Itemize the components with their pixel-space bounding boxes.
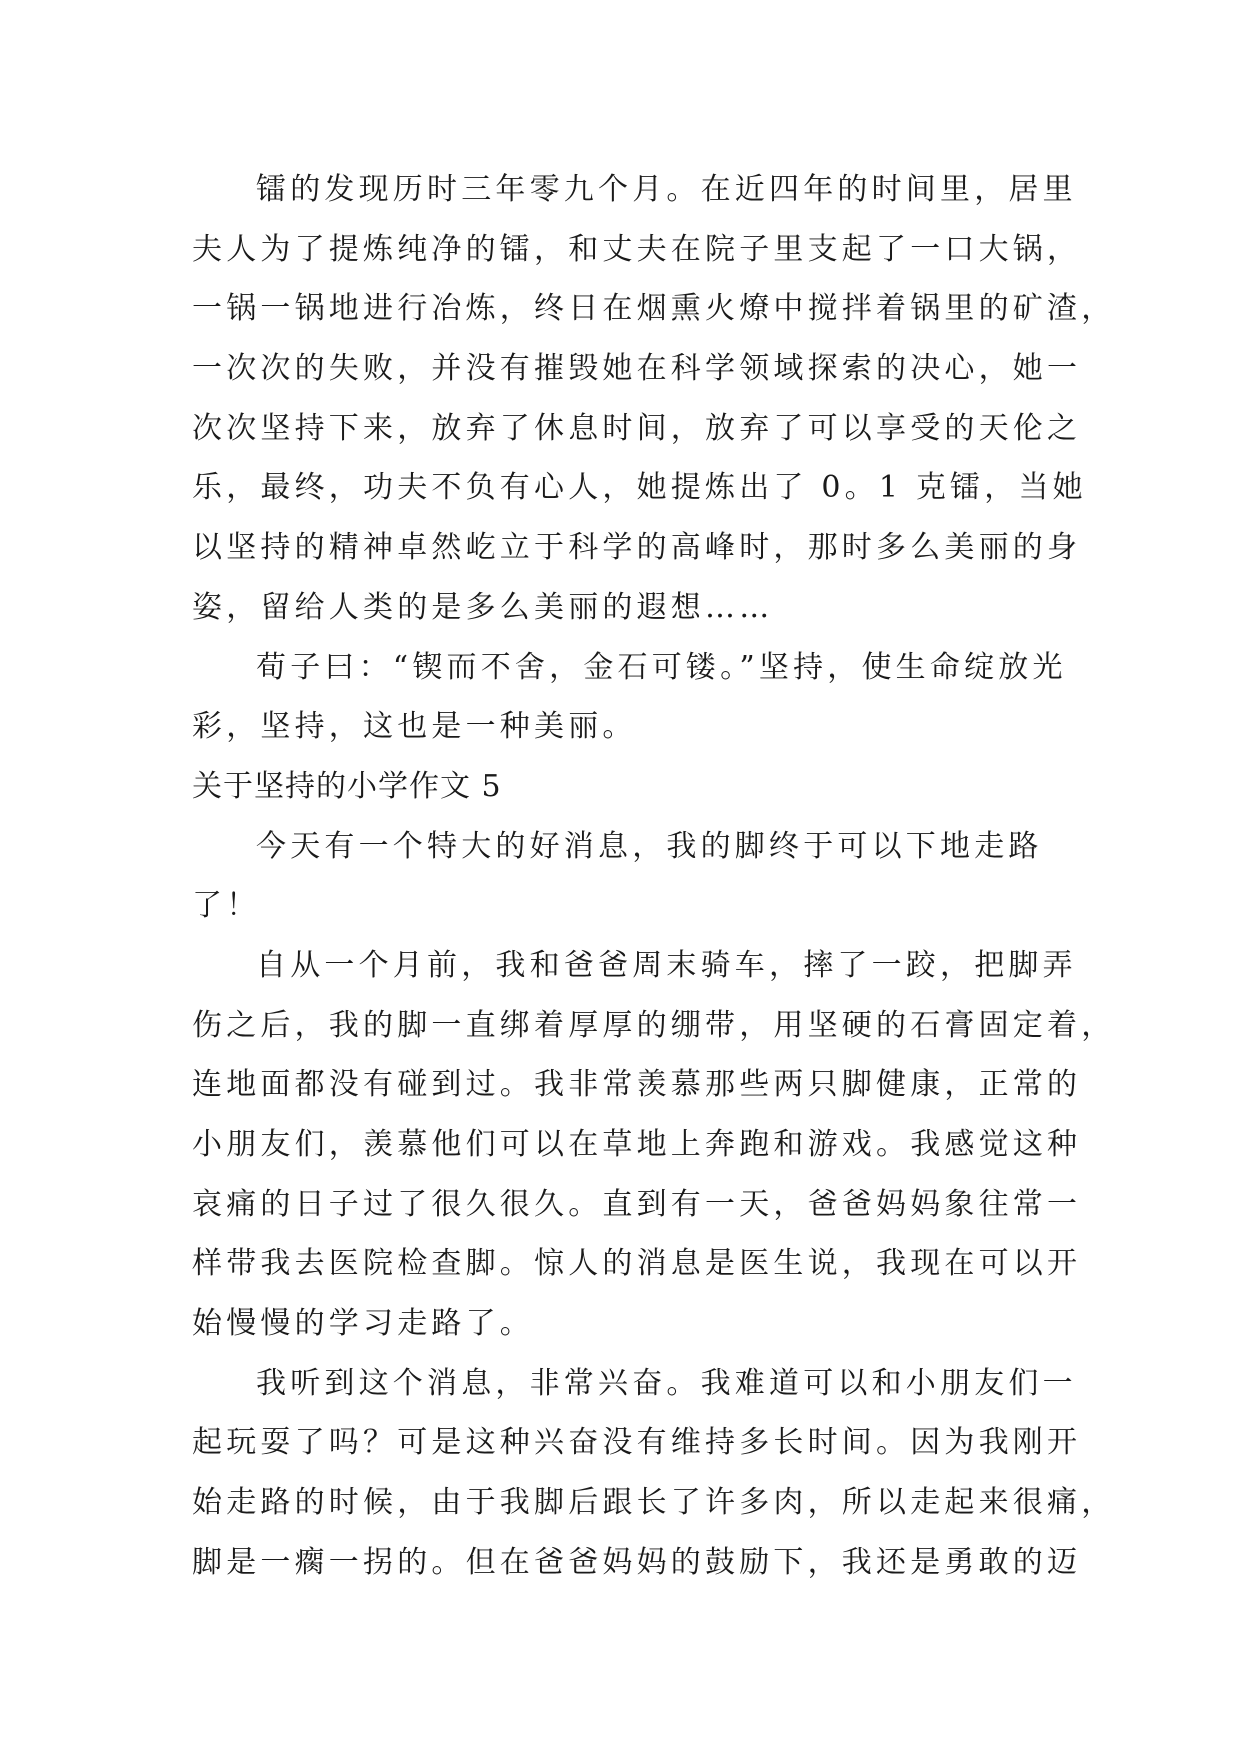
paragraph-line: 连地面都没有碰到过。我非常羡慕那些两只脚健康，正常的 [192,1067,1082,1103]
paragraph-line: 乐，最终，功夫不负有心人，她提炼出了 0。1 克镭，当她 [192,470,1087,506]
paragraph-line: 一次次的失败，并没有摧毁她在科学领域探索的决心，她一 [192,351,1082,387]
paragraph-line: 荀子曰：“锲而不舍，金石可镂。”坚持，使生命绽放光 [256,649,1067,685]
paragraph-line: 起玩耍了吗？可是这种兴奋没有维持多长时间。因为我刚开 [192,1425,1082,1461]
section-heading: 关于坚持的小学作文 5 [192,768,502,804]
paragraph-line: 哀痛的日子过了很久很久。直到有一天，爸爸妈妈象往常一 [192,1186,1082,1222]
paragraph-line: 脚是一瘸一拐的。但在爸爸妈妈的鼓励下，我还是勇敢的迈 [192,1544,1082,1580]
paragraph-line: 以坚持的精神卓然屹立于科学的高峰时，那时多么美丽的身 [192,530,1082,566]
paragraph-line: 镭的发现历时三年零九个月。在近四年的时间里，居里 [256,172,1077,207]
paragraph-line: 伤之后，我的脚一直绑着厚厚的绷带，用坚硬的石膏固定着， [192,1007,1116,1043]
paragraph-line: 了！ [192,888,261,924]
paragraph-line: 姿，留给人类的是多么美丽的遐想…… [192,589,774,625]
paragraph-line: 始慢慢的学习走路了。 [192,1306,534,1342]
paragraph-line: 夫人为了提炼纯净的镭，和丈夫在院子里支起了一口大锅， [192,231,1082,267]
essay-body [192,160,1116,1593]
paragraph-line: 小朋友们，羡慕他们可以在草地上奔跑和游戏。我感觉这种 [192,1127,1082,1162]
paragraph-line: 一锅一锅地进行冶炼，终日在烟熏火燎中搅拌着锅里的矿渣， [192,291,1116,327]
paragraph-line: 彩，坚持，这也是一种美丽。 [192,709,637,745]
paragraph-line: 自从一个月前，我和爸爸周末骑车，摔了一跤，把脚弄 [256,947,1077,983]
paragraph-line: 次次坚持下来，放弃了休息时间，放弃了可以享受的天伦之 [192,410,1082,446]
paragraph-line: 始走路的时候，由于我脚后跟长了许多肉，所以走起来很痛， [192,1485,1116,1521]
paragraph-line: 我听到这个消息，非常兴奋。我难道可以和小朋友们一 [256,1365,1077,1401]
paragraph-line: 样带我去医院检查脚。惊人的消息是医生说，我现在可以开 [192,1246,1082,1282]
paragraph-line: 今天有一个特大的好消息，我的脚终于可以下地走路 [256,828,1043,864]
